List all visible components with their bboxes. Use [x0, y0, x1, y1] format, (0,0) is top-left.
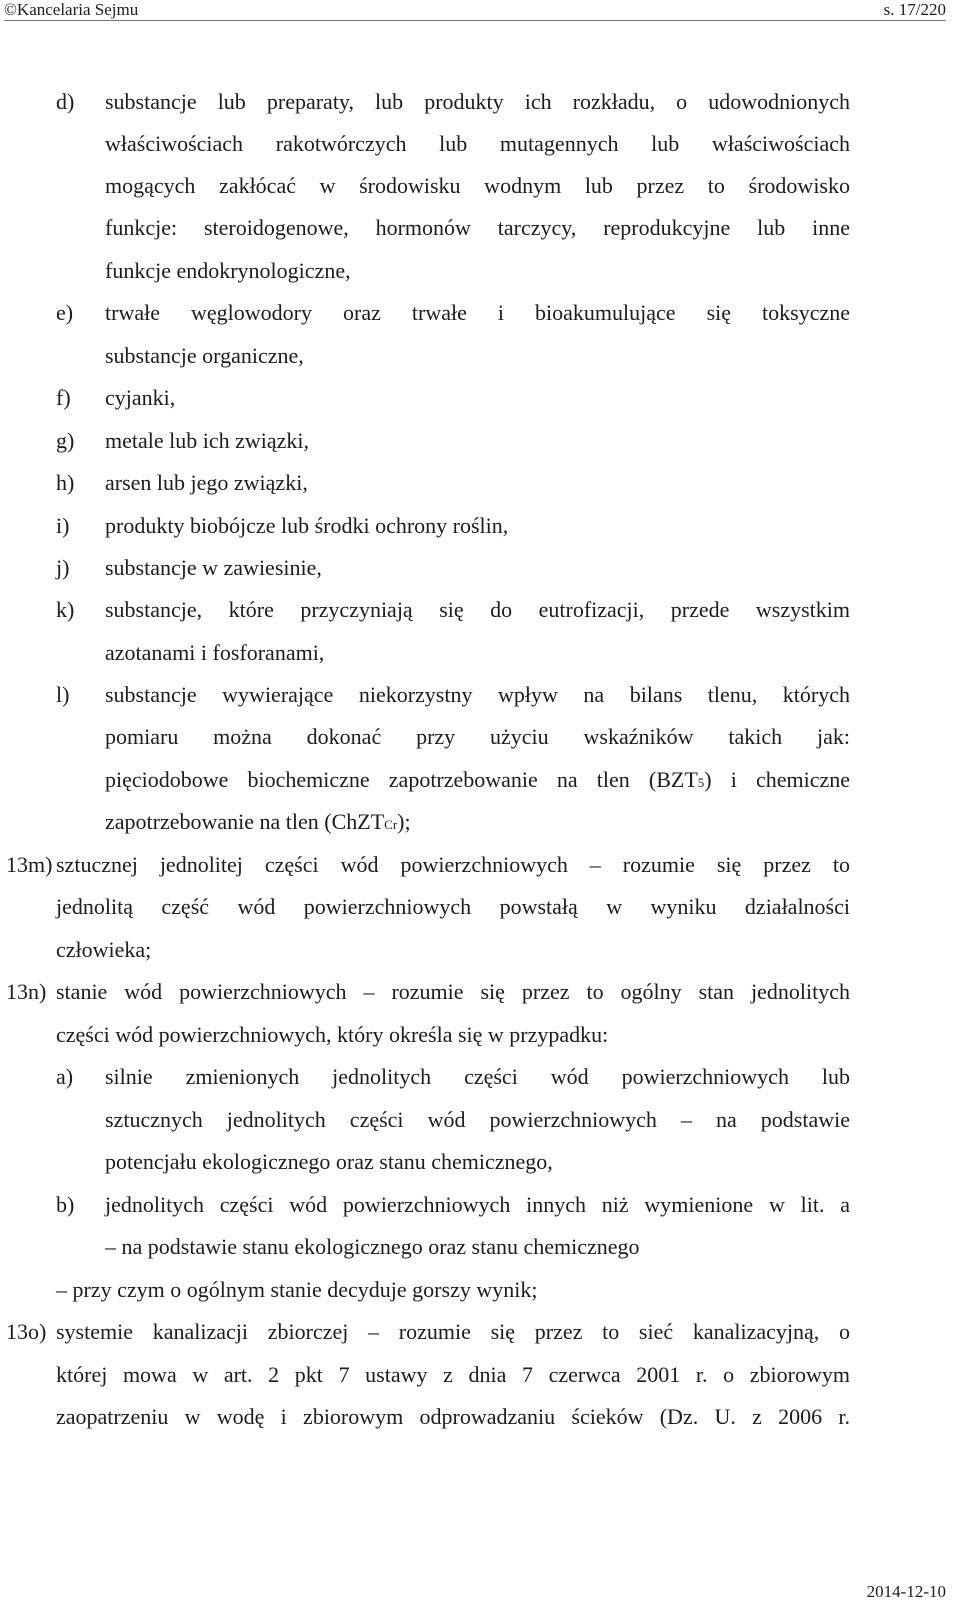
item-i-line: produkty biobójcze lub środki ochrony roślin,	[105, 513, 509, 538]
point-13o-line: zaopatrzeniu w wodę i zbiorowym odprowadzaniu ścieków (Dz. U. z 2006 r.	[56, 1404, 850, 1429]
point-13m-line: jednolitą część wód powierzchniowych powstałą w wyniku działalności	[56, 894, 850, 919]
header-rule	[4, 20, 946, 21]
item-l-line: substancje wywierające niekorzystny wpływ na bilans tlenu, których	[105, 682, 850, 707]
item-d-line: mogących zakłócać w środowisku wodnym lub przez to środowisko	[105, 173, 850, 198]
point-13n-tail: – przy czym o ogólnym stanie decyduje gorszy wynik;	[56, 1277, 538, 1302]
point-13n-b-line: jednolitych części wód powierzchniowych innych niż wymienione w lit. a	[105, 1192, 850, 1217]
header-page-number: s. 17/220	[883, 0, 946, 19]
item-label-j: j)	[56, 555, 70, 580]
item-l-text: zapotrzebowanie na tlen (ChZT	[105, 809, 385, 834]
point-13m-line: człowieka;	[56, 937, 152, 962]
item-d-line: funkcje: steroidogenowe, hormonów tarczycy, reprodukcyjne lub inne	[105, 215, 850, 240]
item-l-text: );	[397, 809, 411, 834]
page-header	[4, 0, 946, 22]
header-copyright: ©Kancelaria Sejmu	[4, 0, 139, 19]
item-label-h: h)	[56, 470, 75, 495]
item-k-line: substancje, które przyczyniają się do eutrofizacji, przede wszystkim	[105, 597, 850, 622]
item-k-line: azotanami i fosforanami,	[105, 640, 325, 665]
subscript: 5	[697, 775, 705, 790]
item-label-d: d)	[56, 89, 75, 114]
item-l-line	[105, 766, 850, 797]
point-13n-a-line: sztucznych jednolitych części wód powierzchniowych – na podstawie	[105, 1107, 850, 1132]
item-label-i: i)	[56, 513, 70, 538]
point-13n-line: stanie wód powierzchniowych – rozumie się przez to ogólny stan jednolitych	[56, 979, 850, 1004]
point-label-13m: 13m)	[6, 852, 53, 877]
item-label-l: l)	[56, 682, 70, 707]
point-13n-b-line: – na podstawie stanu ekologicznego oraz stanu chemicznego	[105, 1234, 640, 1259]
item-l-text: pięciodobowe biochemiczne zapotrzebowanie na tlen (BZT	[105, 767, 698, 792]
footer-date: 2014-12-10	[866, 1582, 946, 1601]
item-g-line: metale lub ich związki,	[105, 428, 310, 453]
item-h-line: arsen lub jego związki,	[105, 470, 308, 495]
sub-label-a: a)	[56, 1064, 74, 1089]
point-label-13o: 13o)	[6, 1319, 47, 1344]
subscript: Cr	[384, 817, 398, 832]
point-13n-a-line: potencjału ekologicznego oraz stanu chemicznego,	[105, 1149, 553, 1174]
sub-label-b: b)	[56, 1192, 75, 1217]
item-label-k: k)	[56, 597, 75, 622]
point-13m-line: sztucznej jednolitej części wód powierzchniowych – rozumie się przez to	[56, 852, 850, 877]
item-j-line: substancje w zawiesinie,	[105, 555, 322, 580]
item-l-line: pomiaru można dokonać przy użyciu wskaźników takich jak:	[105, 724, 850, 749]
item-label-e: e)	[56, 300, 74, 325]
item-label-g: g)	[56, 428, 75, 453]
point-label-13n: 13n)	[6, 979, 47, 1004]
item-d-line: właściwościach rakotwórczych lub mutagennych lub właściwościach	[105, 131, 850, 156]
item-l-line	[105, 808, 411, 839]
item-e-line: substancje organiczne,	[105, 343, 304, 368]
item-e-line: trwałe węglowodory oraz trwałe i bioakumulujące się toksyczne	[105, 300, 850, 325]
item-l-text: ) i chemiczne	[704, 767, 850, 792]
item-label-f: f)	[56, 385, 71, 410]
point-13n-a-line: silnie zmienionych jednolitych części wód powierzchniowych lub	[105, 1064, 850, 1089]
point-13n-line: części wód powierzchniowych, który określa się w przypadku:	[56, 1022, 609, 1047]
point-13o-line: systemie kanalizacji zbiorczej – rozumie się przez to sieć kanalizacyjną, o	[56, 1319, 850, 1344]
point-13o-line: której mowa w art. 2 pkt 7 ustawy z dnia 7 czerwca 2001 r. o zbiorowym	[56, 1362, 850, 1387]
item-d-line: substancje lub preparaty, lub produkty ich rozkładu, o udowodnionych	[105, 89, 850, 114]
item-f-line: cyjanki,	[105, 385, 176, 410]
item-d-line: funkcje endokrynologiczne,	[105, 258, 351, 283]
